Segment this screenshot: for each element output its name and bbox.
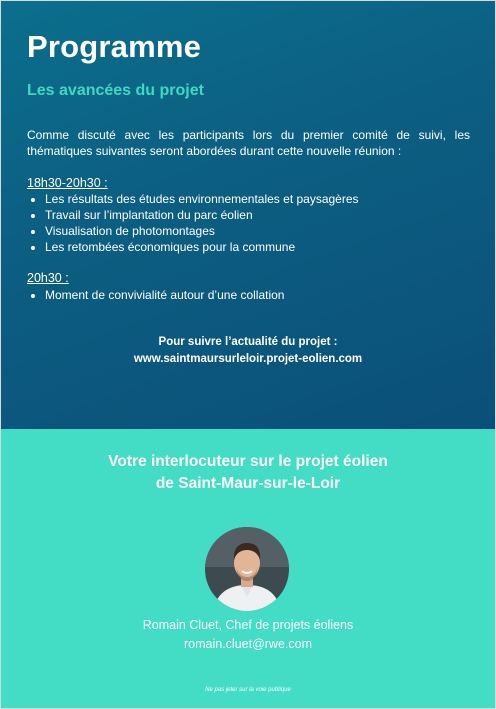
contact-email-link[interactable]: romain.cluet@rwe.com	[183, 637, 312, 651]
page-subtitle: Les avancées du projet	[27, 82, 204, 99]
list-item: • Les résultats des études environnementales et paysagères	[45, 191, 359, 207]
intro-text: Comme discuté avec les participants lors du premier comité de suivi, les thématiques suivantes seront abordées durant cette nouvelle réunion :	[27, 128, 470, 158]
contact-title-line-1: Votre interlocuteur sur le projet éolien	[108, 453, 388, 470]
list-item: • Visualisation de photomontages	[45, 223, 359, 239]
schedule-time-2: 20h30 :	[27, 271, 69, 285]
schedule-time-1: 18h30-20h30 :	[27, 176, 108, 190]
contact-title-line-2: de Saint-Maur-sur-le-Loir	[155, 475, 341, 492]
contact-title	[1, 451, 495, 495]
page-title: Programme	[27, 29, 202, 64]
schedule-list-2	[27, 287, 284, 303]
schedule-list-1	[27, 191, 359, 255]
contact-photo	[205, 527, 289, 611]
footer-note: Ne pas jeter sur la voie publique	[205, 687, 291, 693]
follow-label: Pour suivre l’actualité du projet :	[158, 336, 338, 348]
list-item: • Travail sur l’implantation du parc éolien	[45, 207, 359, 223]
avatar	[205, 527, 289, 611]
list-item: • Les retombées économiques pour la commune	[45, 239, 359, 255]
project-website-link[interactable]: www.saintmaursurleloir.projet-eolien.com	[133, 353, 363, 365]
contact-section	[1, 429, 495, 708]
list-item: • Moment de convivialité autour d’une collation	[45, 287, 284, 303]
contact-person: Romain Cluet, Chef de projets éoliens	[142, 618, 354, 632]
programme-section	[1, 1, 495, 429]
